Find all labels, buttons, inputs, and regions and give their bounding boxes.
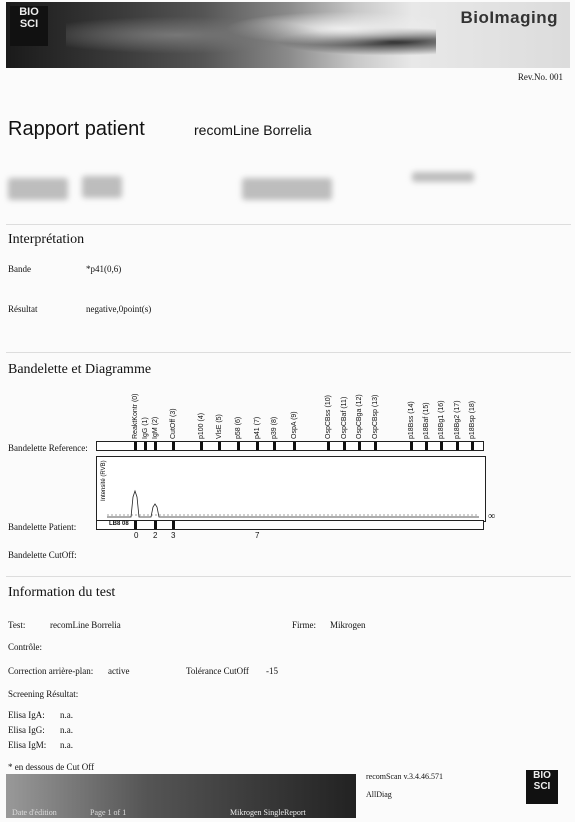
band-label: p58 (6) [235, 416, 242, 439]
software-version: recomScan v.3.4.46.571 [366, 772, 444, 781]
controle-label: Contrôle: [8, 642, 42, 652]
band-label: OspA (9) [291, 411, 298, 439]
reference-band [293, 442, 296, 450]
test-label: Test: [8, 620, 26, 630]
divider [6, 224, 571, 225]
banner-photo [66, 2, 436, 68]
footer-bio-sci-logo: BIO SCI [526, 770, 558, 804]
bio-sci-logo: BIO SCI [10, 6, 48, 46]
reference-band [154, 442, 157, 450]
tick-number: 0 [134, 531, 139, 540]
band-label: p18Bg2 (17) [454, 400, 461, 439]
band-label: p18Bss (14) [408, 401, 415, 439]
band-label: OspCBaf (11) [341, 396, 348, 439]
cutoff-strip-label: Bandelette CutOff: [8, 550, 77, 560]
band-label: OspCBss (10) [325, 395, 332, 439]
test-info-heading: Information du test [8, 585, 116, 600]
band-label: p18Bg1 (16) [438, 400, 445, 439]
band-label: p18Baf (15) [423, 402, 430, 439]
brand-title: BioImaging [460, 8, 558, 27]
reference-band [425, 442, 428, 450]
reference-band [172, 442, 175, 450]
elisa-iga-value: n.a. [60, 710, 73, 720]
footer-report-name: Mikrogen SingleReport [230, 808, 306, 817]
intensity-axis-label: Intensité (RVB) [101, 460, 107, 501]
screening-label: Screening Résultat: [8, 689, 79, 699]
footer-page-text: Page 1 of 1 [90, 808, 127, 817]
firme-label: Firme: [292, 620, 316, 630]
firme-value: Mikrogen [330, 620, 366, 630]
page-title: Rapport patient [8, 118, 145, 140]
correction-value: active [108, 666, 130, 676]
band-label: VlsE (5) [216, 414, 223, 439]
intensity-curve [107, 491, 479, 517]
redacted-patient-date [242, 178, 332, 200]
footer-date-text: Date d'édition [12, 808, 57, 817]
correction-label: Correction arrière-plan: [8, 666, 94, 676]
divider [6, 576, 571, 577]
reference-band [200, 442, 203, 450]
footnote: * en dessous de Cut Off [8, 762, 95, 772]
reference-band [374, 442, 377, 450]
redacted-patient-extra [412, 172, 474, 182]
reference-band [144, 442, 147, 450]
patient-strip-label: Bandelette Patient: [8, 522, 77, 532]
band-label: OspCBsp (13) [372, 394, 379, 439]
bande-value: *p41(0,6) [86, 264, 122, 274]
reference-band [440, 442, 443, 450]
lot-label: LB8 08 [109, 521, 129, 527]
tolerance-label: Tolérance CutOff [186, 666, 249, 676]
revision-number: Rev.No. 001 [517, 72, 563, 82]
reference-band [456, 442, 459, 450]
footer-banner [6, 774, 356, 818]
band-label: p41 (7) [254, 416, 261, 439]
band-label: p18Bsp (18) [469, 400, 476, 439]
resultat-value: negative,0point(s) [86, 304, 152, 314]
reference-band [218, 442, 221, 450]
diagram-heading: Bandelette et Diagramme [8, 362, 152, 377]
band-label: CutOff (3) [170, 408, 177, 439]
page-subtitle: recomLine Borrelia [194, 122, 312, 138]
patient-band [172, 521, 175, 529]
band-label: p39 (8) [271, 416, 278, 439]
tick-number: 3 [171, 531, 176, 540]
interpretation-heading: Interprétation [8, 232, 85, 247]
alldiag-text: AllDiag [366, 790, 392, 799]
divider [6, 352, 571, 353]
reference-band [343, 442, 346, 450]
band-label: IgM (2) [152, 416, 159, 439]
elisa-igm-value: n.a. [60, 740, 73, 750]
test-value: recomLine Borrelia [50, 620, 121, 630]
reference-band [410, 442, 413, 450]
infinity-symbol: ∞ [488, 511, 496, 522]
redacted-patient-id [82, 176, 122, 198]
tick-number: 7 [255, 531, 260, 540]
reference-band [327, 442, 330, 450]
elisa-igm-label: Elisa IgM: [8, 740, 47, 750]
elisa-iga-label: Elisa IgA: [8, 710, 45, 720]
patient-strip [96, 520, 484, 530]
redacted-patient-name [8, 178, 68, 200]
reference-strip [96, 441, 484, 451]
patient-band [154, 521, 157, 529]
band-label: ReaktKontr (0) [132, 393, 139, 439]
elisa-igg-label: Elisa IgG: [8, 725, 45, 735]
reference-band [471, 442, 474, 450]
resultat-label: Résultat [8, 304, 38, 314]
reference-band [237, 442, 240, 450]
intensity-diagram [96, 456, 486, 522]
patient-band [134, 521, 137, 529]
reference-band [134, 442, 137, 450]
bande-label: Bande [8, 264, 31, 274]
reference-strip-label: Bandelette Reference: [8, 443, 88, 453]
band-label: OspCBga (12) [356, 394, 363, 439]
header-banner [6, 2, 570, 68]
tick-number: 2 [153, 531, 158, 540]
elisa-igg-value: n.a. [60, 725, 73, 735]
band-label: IgG (1) [142, 417, 149, 439]
band-label: p100 (4) [198, 412, 205, 439]
reference-band [256, 442, 259, 450]
footer [6, 770, 566, 818]
reference-band [273, 442, 276, 450]
intensity-plot [97, 457, 485, 521]
tolerance-value: -15 [266, 666, 278, 676]
reference-band [358, 442, 361, 450]
